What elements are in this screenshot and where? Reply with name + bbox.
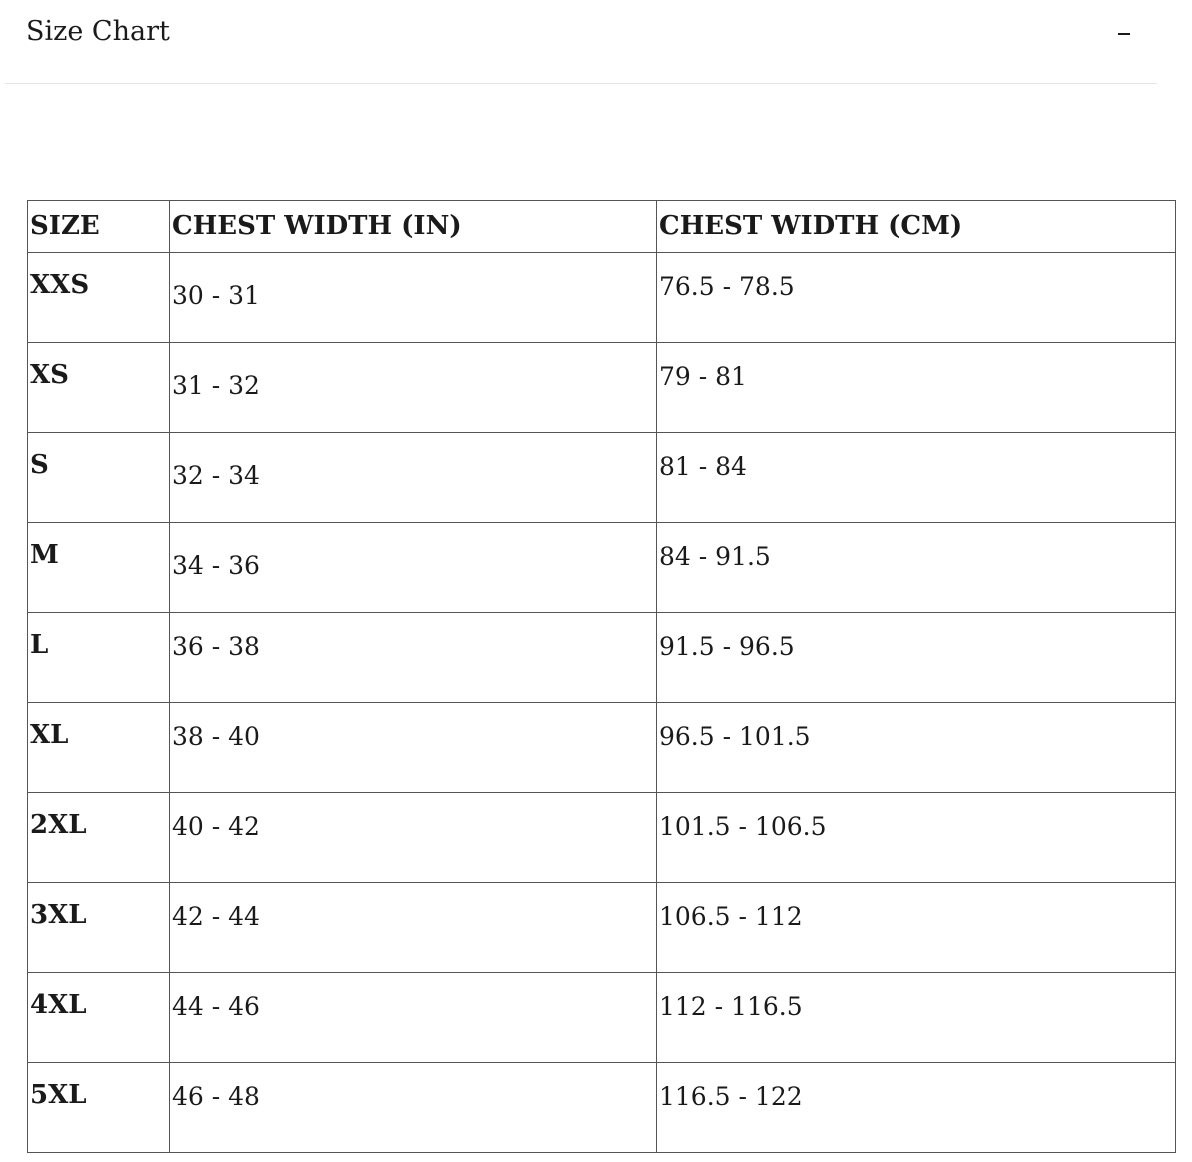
chest-cm-cell: 112 - 116.5	[657, 973, 1176, 1063]
size-cell: 5XL	[28, 1063, 170, 1153]
header-chest-cm: CHEST WIDTH (CM)	[657, 201, 1176, 253]
size-chart-table	[27, 200, 1176, 1153]
chest-cm-cell: 76.5 - 78.5	[657, 253, 1176, 343]
size-cell: M	[28, 523, 170, 613]
size-cell: XL	[28, 703, 170, 793]
table-row	[28, 703, 1176, 793]
chest-cm-cell: 101.5 - 106.5	[657, 793, 1176, 883]
chest-in-cell: 32 - 34	[170, 433, 657, 523]
chest-in-cell: 44 - 46	[170, 973, 657, 1063]
size-cell: 2XL	[28, 793, 170, 883]
chest-cm-cell: 84 - 91.5	[657, 523, 1176, 613]
chest-in-cell: 31 - 32	[170, 343, 657, 433]
table-row	[28, 883, 1176, 973]
chest-cm-cell: 91.5 - 96.5	[657, 613, 1176, 703]
table-row	[28, 793, 1176, 883]
chest-in-cell: 36 - 38	[170, 613, 657, 703]
size-chart-accordion-header[interactable]	[5, 0, 1157, 84]
size-cell: XXS	[28, 253, 170, 343]
table-header-row	[28, 201, 1176, 253]
size-cell: S	[28, 433, 170, 523]
chest-cm-cell: 106.5 - 112	[657, 883, 1176, 973]
table-row	[28, 973, 1176, 1063]
table-row	[28, 433, 1176, 523]
table-row	[28, 1063, 1176, 1153]
collapse-minus-icon[interactable]	[1118, 33, 1130, 35]
chest-cm-cell: 96.5 - 101.5	[657, 703, 1176, 793]
size-chart-title: Size Chart	[26, 16, 170, 47]
table-row	[28, 523, 1176, 613]
chest-in-cell: 38 - 40	[170, 703, 657, 793]
size-cell: L	[28, 613, 170, 703]
header-chest-in: CHEST WIDTH (IN)	[170, 201, 657, 253]
size-cell: 3XL	[28, 883, 170, 973]
table-row	[28, 343, 1176, 433]
size-cell: XS	[28, 343, 170, 433]
chest-in-cell: 42 - 44	[170, 883, 657, 973]
chest-in-cell: 30 - 31	[170, 253, 657, 343]
header-size: SIZE	[28, 201, 170, 253]
chest-in-cell: 46 - 48	[170, 1063, 657, 1153]
chest-in-cell: 34 - 36	[170, 523, 657, 613]
size-cell: 4XL	[28, 973, 170, 1063]
chest-in-cell: 40 - 42	[170, 793, 657, 883]
chest-cm-cell: 81 - 84	[657, 433, 1176, 523]
chest-cm-cell: 79 - 81	[657, 343, 1176, 433]
table-row	[28, 253, 1176, 343]
table-row	[28, 613, 1176, 703]
chest-cm-cell: 116.5 - 122	[657, 1063, 1176, 1153]
